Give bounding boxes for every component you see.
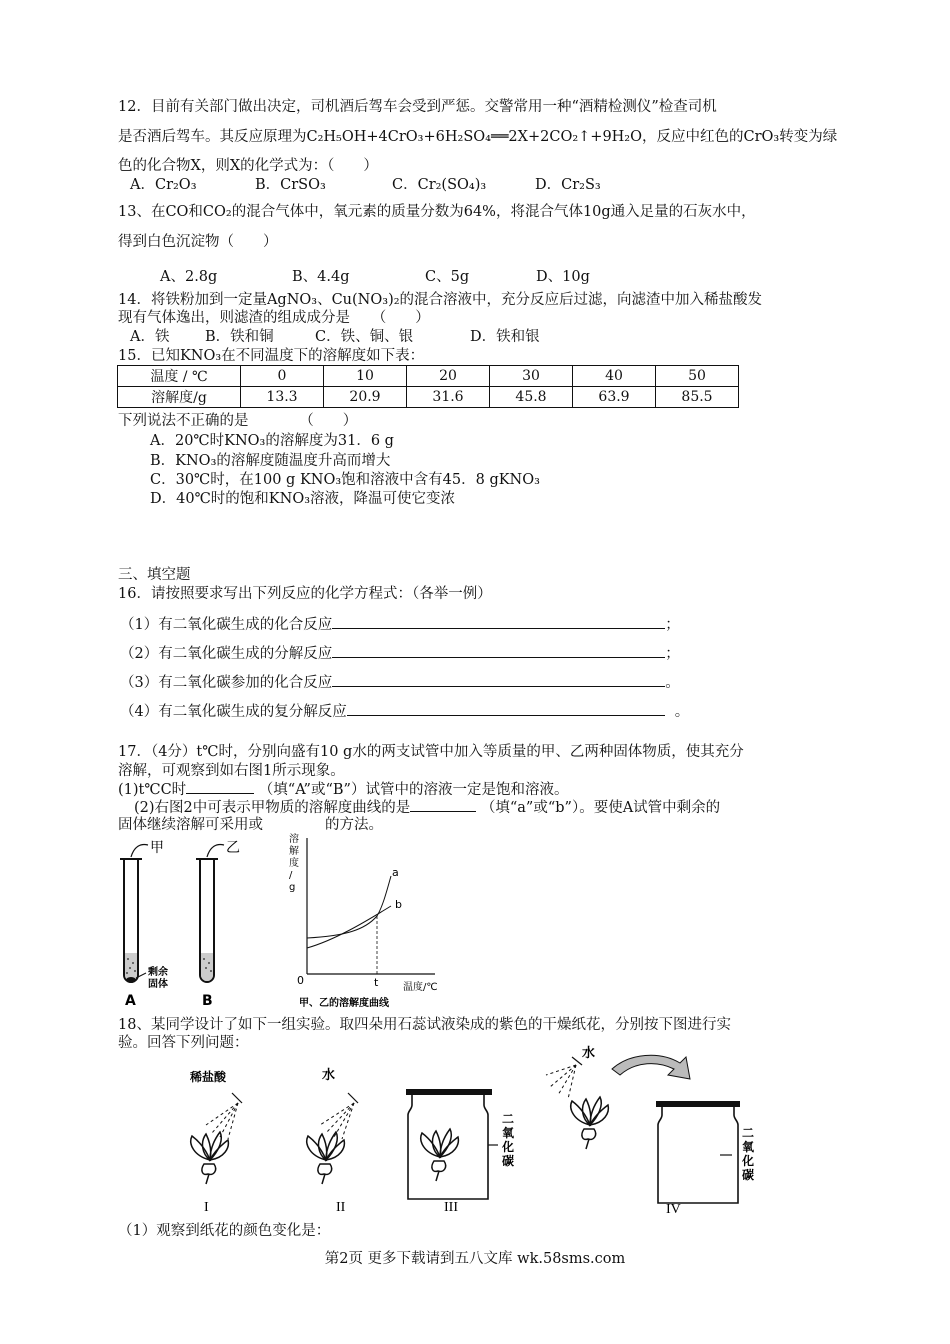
answer-blank[interactable] [332, 614, 665, 629]
q17-line4-end: （填“a”或“b”）。要使A试管中剩余的 [480, 800, 721, 816]
q13-option-a: A、2.8g [160, 269, 218, 285]
q18-sub1: （1）观察到纸花的颜色变化是： [118, 1223, 331, 1239]
answer-blank[interactable] [332, 672, 665, 687]
temperature-header: 温度 / ℃ [118, 366, 241, 387]
q17-line3 [118, 779, 568, 799]
curve-b-label: b [395, 898, 402, 911]
q15-option-a: A．20℃时KNO₃的溶解度为31．6 g [150, 433, 394, 449]
table-cell: 30 [490, 366, 573, 387]
q17-line4-start: (2)右图2中可表示甲物质的溶解度曲线的是 [134, 800, 411, 816]
tube-b-letter: B [202, 993, 213, 1009]
q12-line3: 色的化合物X，则X的化学式为：（ ） [118, 158, 378, 174]
table-row [118, 366, 739, 387]
q12-option-a: A．Cr₂O₃ [130, 177, 197, 193]
q14-option-d: D．铁和银 [470, 329, 540, 345]
table-cell: 20.9 [324, 387, 407, 408]
answer-blank[interactable] [347, 701, 665, 716]
q14-line2: 现有气体逸出，则滤渣的组成成分是 （ ） [118, 310, 430, 326]
curve-caption: 甲、乙的溶解度曲线 [299, 998, 389, 1009]
q17-line4 [134, 797, 720, 817]
table-row [118, 387, 739, 408]
q17-line5-start: 固体继续溶解可采用或 [118, 817, 263, 833]
q14-option-c: C．铁、铜、银 [315, 329, 414, 345]
q16-item-end: 。 [674, 704, 690, 720]
x-axis-label: 温度/℃ [403, 982, 438, 993]
y-axis-label: 溶解度/ g [289, 834, 299, 893]
acid-label: 稀盐酸 [190, 1070, 227, 1084]
t-label: t [374, 976, 379, 989]
q12-option-b: B．CrSO₃ [255, 177, 326, 193]
q14-option-b: B．铁和铜 [205, 329, 274, 345]
answer-blank[interactable] [410, 797, 476, 812]
q16-item-4 [120, 701, 689, 721]
tube-b-label: 乙 [226, 840, 240, 856]
q16-item-end: ； [665, 617, 680, 633]
q16-item-label: （3）有二氧化碳参加的化合反应 [120, 675, 333, 691]
q18-line1: 18、某同学设计了如下一组实验。取四朵用石蕊试液染成的紫色的干燥纸花，分别按下图进行实 [118, 1017, 731, 1033]
q12-line2: 是否酒后驾车。其反应原理为C₂H₅OH+4CrO₃+6H₂SO₄══2X+2CO₂↑+9H₂O，反应中红色的CrO₃转变为绿 [118, 129, 838, 145]
q16-item-3 [120, 672, 680, 692]
numeral-1: I [204, 1200, 209, 1215]
q15-option-d: D．40℃时的饱和KNO₃溶液，降温可使它变浓 [150, 491, 456, 507]
q12-line1: 12．目前有关部门做出决定，司机酒后驾车会受到严惩。交警常用一种“酒精检测仪”检查司机 [118, 99, 717, 115]
table-cell: 50 [656, 366, 739, 387]
q13-option-c: C、5g [425, 269, 470, 285]
numeral-4: IV [666, 1202, 681, 1217]
test-tubes-figure [116, 835, 246, 1011]
tube-a-letter: A [125, 993, 136, 1009]
q12-option-d: D．Cr₂S₃ [535, 177, 601, 193]
q17-line5-end: 的方法。 [325, 817, 383, 833]
q15-option-b: B．KNO₃的溶解度随温度升高而增大 [150, 453, 391, 469]
q17-line2: 溶解，可观察到如右图1所示现象。 [118, 763, 345, 779]
residue-label: 剩余固体 [148, 967, 168, 990]
section-title: 三、填空题 [118, 567, 191, 583]
q15-option-c: C．30℃时，在100 g KNO₃饱和溶液中含有45．8 gKNO₃ [150, 472, 540, 488]
table-cell: 0 [241, 366, 324, 387]
q16-item-end: 。 [665, 675, 680, 691]
q16-item-label: （2）有二氧化碳生成的分解反应 [120, 646, 333, 662]
co2-label-2: 二氧化碳 [742, 1126, 755, 1182]
q17-line3-start: (1)t℃C时 [118, 782, 187, 798]
numeral-2: II [336, 1200, 346, 1215]
solubility-curve-figure [285, 830, 460, 1010]
q15-intro: 15．已知KNO₃在不同温度下的溶解度如下表： [118, 348, 425, 364]
answer-blank[interactable] [186, 779, 254, 794]
table-cell: 63.9 [573, 387, 656, 408]
table-cell: 40 [573, 366, 656, 387]
q13-line2: 得到白色沉淀物（ ） [118, 234, 278, 250]
flower-icon [421, 1129, 459, 1181]
table-cell: 20 [407, 366, 490, 387]
q16-item-end: ； [665, 646, 680, 662]
q18-line2: 验。回答下列问题： [118, 1035, 249, 1051]
table-cell: 13.3 [241, 387, 324, 408]
q12-option-c: C．Cr₂(SO₄)₃ [392, 177, 487, 193]
table-cell: 10 [324, 366, 407, 387]
co2-label: 二氧化碳 [502, 1112, 515, 1168]
q16-item-1 [120, 614, 680, 634]
q14-option-a: A．铁 [130, 329, 170, 345]
solubility-header: 溶解度/g [118, 387, 241, 408]
table-cell: 45.8 [490, 387, 573, 408]
q16-intro: 16．请按照要求写出下列反应的化学方程式：（各举一例） [118, 586, 492, 602]
q14-line1: 14．将铁粉加到一定量AgNO₃、Cu(NO₃)₂的混合溶液中，充分反应后过滤，向滤渣中加入稀盐酸发 [118, 292, 763, 308]
answer-blank[interactable] [332, 643, 665, 658]
q17-line3-end: （填“A”或“B”）试管中的溶液一定是饱和溶液。 [258, 782, 569, 798]
q13-option-b: B、4.4g [292, 269, 350, 285]
flower-icon [191, 1132, 229, 1184]
table-cell: 31.6 [407, 387, 490, 408]
q13-option-d: D、10g [536, 269, 590, 285]
curve-a-label: a [392, 866, 399, 879]
tube-a-label: 甲 [150, 840, 164, 856]
solubility-table [117, 365, 739, 408]
q16-item-label: （4）有二氧化碳生成的复分解反应 [120, 704, 347, 720]
water-label: 水 [322, 1068, 336, 1083]
q16-item-2 [120, 643, 680, 663]
origin-label: 0 [297, 974, 304, 987]
litmus-flower-figure [150, 1045, 780, 1220]
flower-icon [571, 1097, 609, 1149]
q13-line1: 13、在CO和CO₂的混合气体中，氧元素的质量分数为64%，将混合气体10g通入足量的石灰水中， [118, 204, 756, 220]
arrow-icon [612, 1055, 690, 1079]
water-label-2: 水 [582, 1046, 596, 1061]
numeral-3: III [444, 1200, 458, 1215]
flower-icon [307, 1132, 345, 1184]
q16-item-label: （1）有二氧化碳生成的化合反应 [120, 617, 333, 633]
table-cell: 85.5 [656, 387, 739, 408]
q17-line1: 17．（4分）t℃时，分别向盛有10 g水的两支试管中加入等质量的甲、乙两种固体物质，使其充分 [118, 744, 744, 760]
q15-question: 下列说法不正确的是 （ ） [118, 413, 358, 429]
page-footer: 第2页 更多下载请到五八文库 wk.58sms.com [324, 1251, 626, 1267]
